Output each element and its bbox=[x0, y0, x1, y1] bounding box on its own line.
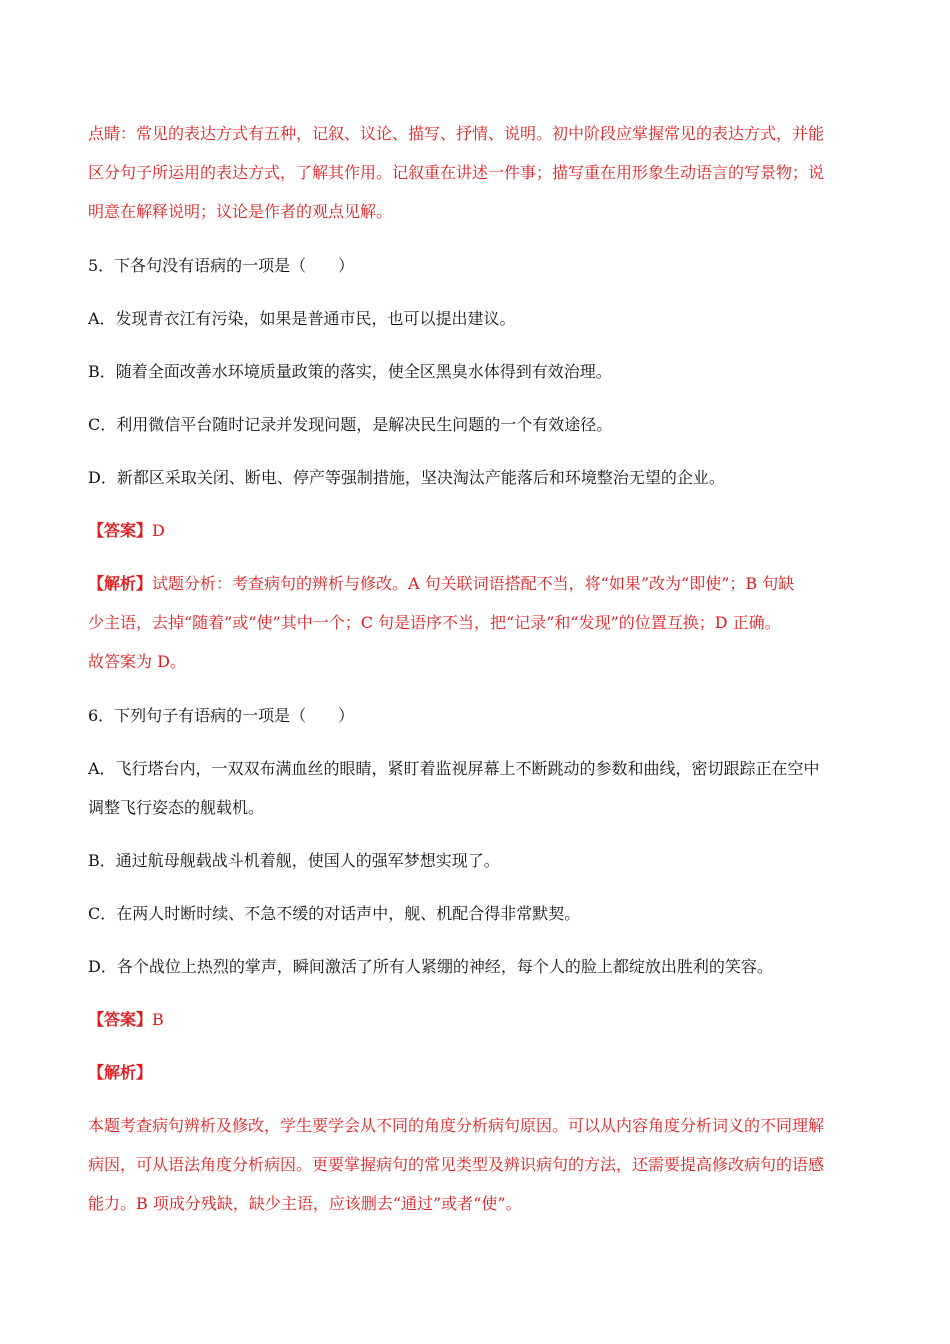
question-5-stem: 5．下各句没有语病的一项是（ ） bbox=[88, 256, 355, 275]
question-6-analysis bbox=[88, 1106, 864, 1223]
question-6-analysis-tag: 【解析】 bbox=[88, 1063, 153, 1082]
answer-tag: 【答案】 bbox=[88, 521, 153, 540]
question-6-stem: 6．下列句子有语病的一项是（ ） bbox=[88, 706, 355, 725]
question-6-option-d: D．各个战位上热烈的掌声，瞬间激活了所有人紧绷的神经，每个人的脸上都绽放出胜利的笑容。 bbox=[88, 957, 773, 976]
question-6-option-c: C．在两人时断时续、不急不缓的对话声中，舰、机配合得非常默契。 bbox=[88, 904, 581, 923]
question-5-option-a: A．发现青衣江有污染，如果是普通市民，也可以提出建议。 bbox=[88, 309, 516, 328]
note-line: 明意在解释说明；议论是作者的观点见解。 bbox=[88, 202, 393, 221]
question-5-option-d: D．新都区采取关闭、断电、停产等强制措施，坚决淘汰产能落后和环境整治无望的企业。 bbox=[88, 468, 725, 487]
analysis-line: 本题考查病句辨析及修改，学生要学会从不同的角度分析病句原因。可以从内容角度分析词义的不同理解 bbox=[88, 1116, 825, 1135]
answer-value: B bbox=[152, 1010, 164, 1029]
analysis-line: 少主语，去掉“随着”或“使”其中一个；C 句是语序不当，把“记录”和“发现”的位置互换；D 正确。 bbox=[88, 613, 781, 632]
option-line: A．飞行塔台内，一双双布满血丝的眼睛，紧盯着监视屏幕上不断跳动的参数和曲线，密切跟踪正在空中 bbox=[88, 759, 820, 778]
note-line: 区分句子所运用的表达方式，了解其作用。记叙重在讲述一件事；描写重在用形象生动语言的写景物；说 bbox=[88, 163, 825, 182]
analysis-line: 故答案为 D。 bbox=[88, 652, 186, 671]
note-paragraph bbox=[88, 114, 864, 231]
question-5-answer bbox=[88, 511, 864, 550]
note-line: 点睛：常见的表达方式有五种，记叙、议论、描写、抒情、说明。初中阶段应掌握常见的表达方式，并能 bbox=[88, 124, 825, 143]
option-line: 调整飞行姿态的舰载机。 bbox=[88, 798, 265, 817]
document-page bbox=[88, 114, 864, 1238]
analysis-text: 试题分析：考查病句的辨析与修改。A 句关联词语搭配不当，将“如果”改为“即使”；B 句缺 bbox=[152, 574, 795, 593]
analysis-tag: 【解析】 bbox=[88, 574, 153, 593]
answer-tag: 【答案】 bbox=[88, 1010, 153, 1029]
question-5-option-b: B．随着全面改善水环境质量政策的落实，使全区黑臭水体得到有效治理。 bbox=[88, 362, 612, 381]
question-5-analysis bbox=[88, 564, 864, 681]
analysis-line: 病因，可从语法角度分析病因。更要掌握病句的常见类型及辨识病句的方法，还需要提高修改病句的语感 bbox=[88, 1155, 825, 1174]
analysis-line bbox=[88, 564, 864, 603]
answer-value: D bbox=[152, 521, 165, 540]
question-6-answer bbox=[88, 1000, 864, 1039]
question-5-option-c: C．利用微信平台随时记录并发现问题，是解决民生问题的一个有效途径。 bbox=[88, 415, 613, 434]
question-6-option-a bbox=[88, 749, 864, 827]
analysis-line: 能力。B 项成分残缺，缺少主语，应该删去“通过”或者“使”。 bbox=[88, 1194, 522, 1213]
question-6-option-b: B．通过航母舰载战斗机着舰，使国人的强军梦想实现了。 bbox=[88, 851, 500, 870]
